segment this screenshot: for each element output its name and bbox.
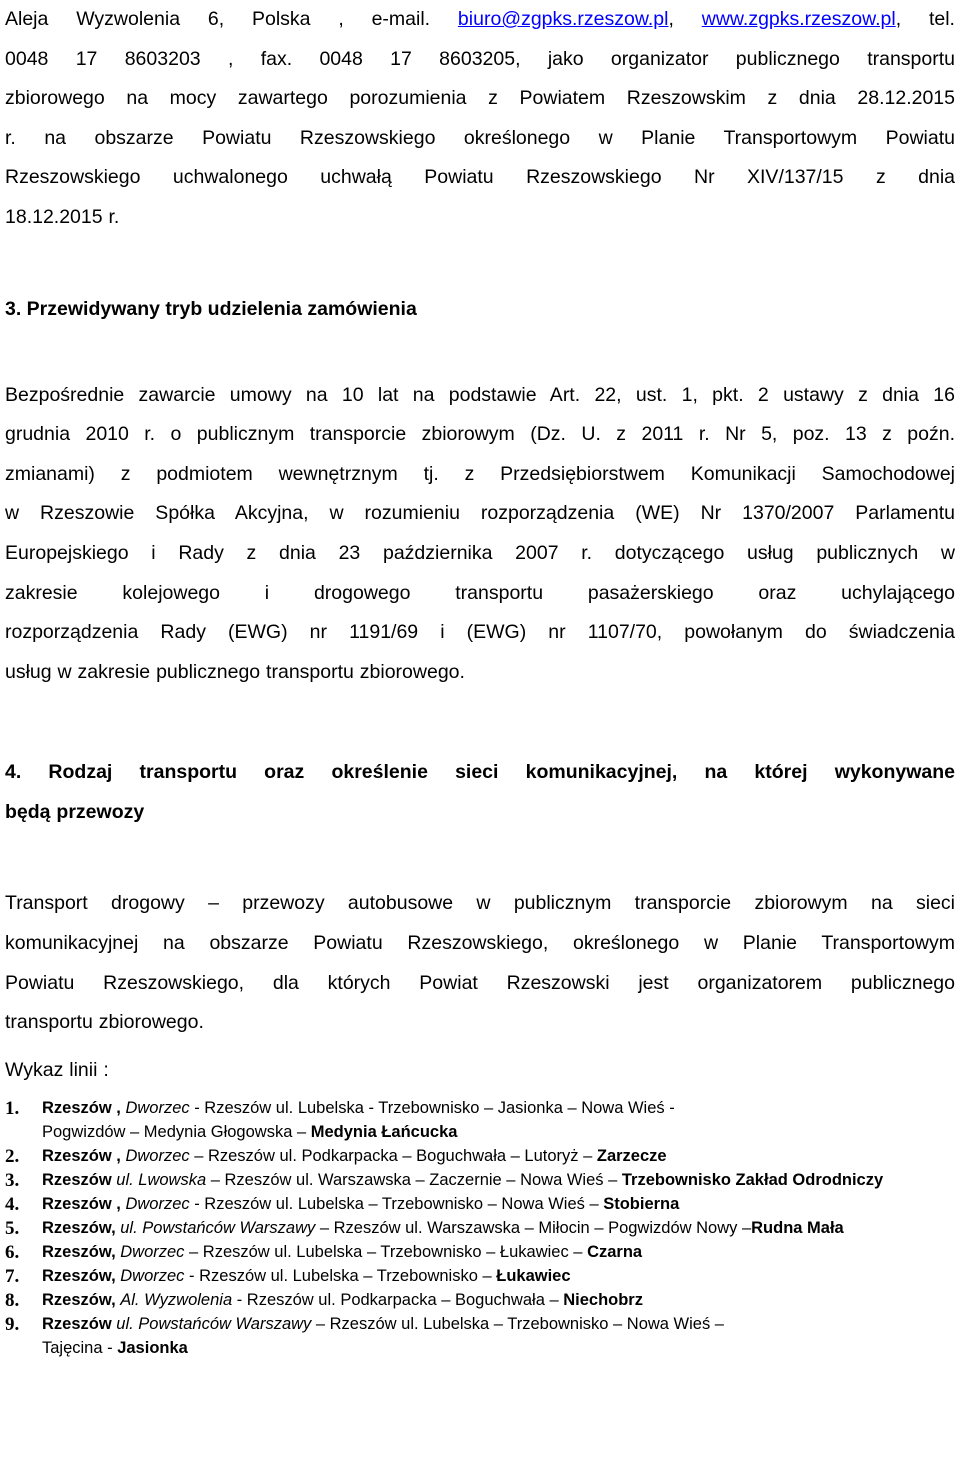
route-number: 9. <box>5 1314 20 1336</box>
route-via: - Rzeszów ul. Lubelska – Trzebownisko – <box>184 1267 497 1286</box>
section-4-heading <box>5 752 955 832</box>
route-origin: Rzeszów , <box>42 1195 126 1214</box>
route-item <box>5 1192 955 1216</box>
route-origin-stop: ul. Powstańców Warszawy <box>120 1219 316 1238</box>
route-destination: Stobierna <box>603 1195 680 1214</box>
route-origin: Rzeszów <box>42 1171 117 1190</box>
intro-paragraph <box>5 0 955 238</box>
intro-line-2: 0048 17 8603203 , fax. 0048 17 8603205, jako organizator publicznego transportu <box>5 47 955 70</box>
route-via: - Rzeszów ul. Podkarpacka – Boguchwała – <box>232 1291 564 1310</box>
intro-line-4: r. na obszarze Powiatu Rzeszowskiego określonego w Planie Transportowym Powiatu <box>5 126 955 149</box>
paragraph-line: rozporządzenia Rady (EWG) nr 1191/69 i (EWG) nr 1107/70, powołanym do świadczenia <box>5 621 955 644</box>
paragraph-line: komunikacyjnej na obszarze Powiatu Rzeszowskiego, określonego w Planie Transportowym <box>5 931 955 954</box>
route-list-title: Wykaz linii : <box>5 1058 109 1081</box>
route-number: 6. <box>5 1242 20 1264</box>
route-via: - Rzeszów ul. Lubelska – Trzebownisko – Nowa Wieś – <box>189 1195 604 1214</box>
route-destination: Trzebownisko Zakład Odrodniczy <box>621 1171 884 1190</box>
route-destination: Czarna <box>587 1243 643 1262</box>
route-origin-stop: Dworzec <box>120 1267 185 1286</box>
section-4-paragraph <box>5 884 955 1042</box>
paragraph-line: Europejskiego i Rady z dnia 23 października 2007 r. dotyczącego usług publicznych w <box>5 541 955 564</box>
paragraph-line: transportu zbiorowego. <box>5 1011 204 1034</box>
paragraph-line: Powiatu Rzeszowskiego, dla których Powiat Rzeszowski jest organizatorem publicznego <box>5 971 955 994</box>
route-item <box>5 1264 955 1288</box>
route-item <box>5 1288 955 1312</box>
route-number: 2. <box>5 1146 20 1168</box>
route-origin-stop: Dworzec <box>125 1195 190 1214</box>
route-origin: Rzeszów, <box>42 1291 121 1310</box>
paragraph-line: Transport drogowy – przewozy autobusowe w publicznym transporcie zbiorowym na sieci <box>5 892 955 915</box>
route-list <box>5 1096 955 1360</box>
route-via: – Rzeszów ul. Podkarpacka – Boguchwała – Lutoryż – <box>189 1147 597 1166</box>
route-destination: Łukawiec <box>496 1267 571 1286</box>
route-via: – Rzeszów ul. Lubelska – Trzebownisko – Nowa Wieś – <box>311 1315 724 1334</box>
route-item <box>5 1168 955 1192</box>
route-via-cont: Tajęcina - <box>42 1339 118 1358</box>
route-origin: Rzeszów , <box>42 1147 126 1166</box>
route-item <box>5 1144 955 1168</box>
email-link[interactable]: biuro@zgpks.rzeszow.pl <box>457 8 669 30</box>
route-origin-stop: Dworzec <box>125 1099 190 1118</box>
route-origin: Rzeszów, <box>42 1219 121 1238</box>
route-number: 5. <box>5 1218 20 1240</box>
route-item <box>5 1096 955 1144</box>
paragraph-line: Bezpośrednie zawarcie umowy na 10 lat na podstawie Art. 22, ust. 1, pkt. 2 ustawy z dnia 16 <box>5 383 955 406</box>
route-number: 7. <box>5 1266 20 1288</box>
route-via: - Rzeszów ul. Lubelska - Trzebownisko – Jasionka – Nowa Wieś - <box>189 1099 675 1118</box>
route-destination: Rudna Mała <box>751 1219 844 1238</box>
paragraph-line: zakresie kolejowego i drogowego transportu pasażerskiego oraz uchylającego <box>5 581 955 604</box>
section-3-paragraph <box>5 376 955 693</box>
document-page <box>5 0 955 1360</box>
paragraph-line: w Rzeszowie Spółka Akcyjna, w rozumieniu rozporządzenia (WE) Nr 1370/2007 Parlamentu <box>5 502 955 525</box>
route-origin-stop: Dworzec <box>120 1243 185 1262</box>
route-origin: Rzeszów , <box>42 1099 126 1118</box>
route-item <box>5 1312 955 1360</box>
route-origin: Rzeszów, <box>42 1267 121 1286</box>
route-number: 8. <box>5 1290 20 1312</box>
route-origin-stop: ul. Lwowska <box>116 1171 207 1190</box>
route-destination: Zarzecze <box>596 1147 667 1166</box>
intro-line-3: zbiorowego na mocy zawartego porozumienia z Powiatem Rzeszowskim z dnia 28.12.2015 <box>5 87 955 110</box>
route-item <box>5 1240 955 1264</box>
route-number: 4. <box>5 1194 20 1216</box>
intro-line-5: Rzeszowskiego uchwalonego uchwałą Powiatu Rzeszowskiego Nr XIV/137/15 z dnia <box>5 166 955 189</box>
route-via: – Rzeszów ul. Warszawska – Miłocin – Pogwizdów Nowy – <box>315 1219 752 1238</box>
route-origin-stop: ul. Powstańców Warszawy <box>116 1315 312 1334</box>
route-destination: Niechobrz <box>563 1291 643 1310</box>
route-origin: Rzeszów, <box>42 1243 121 1262</box>
route-via-cont: Pogwizdów – Medynia Głogowska – <box>42 1123 311 1142</box>
route-item <box>5 1216 955 1240</box>
route-origin-stop: Al. Wyzwolenia <box>120 1291 233 1310</box>
route-via: – Rzeszów ul. Warszawska – Zaczernie – Nowa Wieś – <box>206 1171 622 1190</box>
route-number: 3. <box>5 1170 20 1192</box>
paragraph-line: grudnia 2010 r. o publicznym transporcie zbiorowym (Dz. U. z 2011 r. Nr 5, poz. 13 z poźn. <box>5 423 955 446</box>
route-destination: Jasionka <box>117 1339 188 1358</box>
route-origin-stop: Dworzec <box>125 1147 190 1166</box>
route-origin: Rzeszów <box>42 1315 117 1334</box>
paragraph-line: zmianami) z podmiotem wewnętrznym tj. z Przedsiębiorstwem Komunikacji Samochodowej <box>5 462 955 485</box>
website-link[interactable]: www.zgpks.rzeszow.pl <box>701 8 896 30</box>
intro-line-1: Aleja Wyzwolenia 6, Polska , e-mail. biuro@zgpks.rzeszow.pl, www.zgpks.rzeszow.pl, tel. <box>5 8 955 30</box>
paragraph-line: usług w zakresie publicznego transportu zbiorowego. <box>5 660 465 683</box>
route-destination: Medynia Łańcucka <box>310 1123 458 1142</box>
section-3-heading: 3. Przewidywany tryb udzielenia zamówienia <box>5 297 417 320</box>
route-number: 1. <box>5 1098 20 1120</box>
section-4-heading-line-2: będą przewozy <box>5 801 145 824</box>
route-via: – Rzeszów ul. Lubelska – Trzebownisko – Łukawiec – <box>184 1243 588 1262</box>
intro-line-6: 18.12.2015 r. <box>5 205 120 228</box>
section-4-heading-line-1: 4. Rodzaj transportu oraz określenie sieci komunikacyjnej, na której wykonywane <box>5 761 955 784</box>
